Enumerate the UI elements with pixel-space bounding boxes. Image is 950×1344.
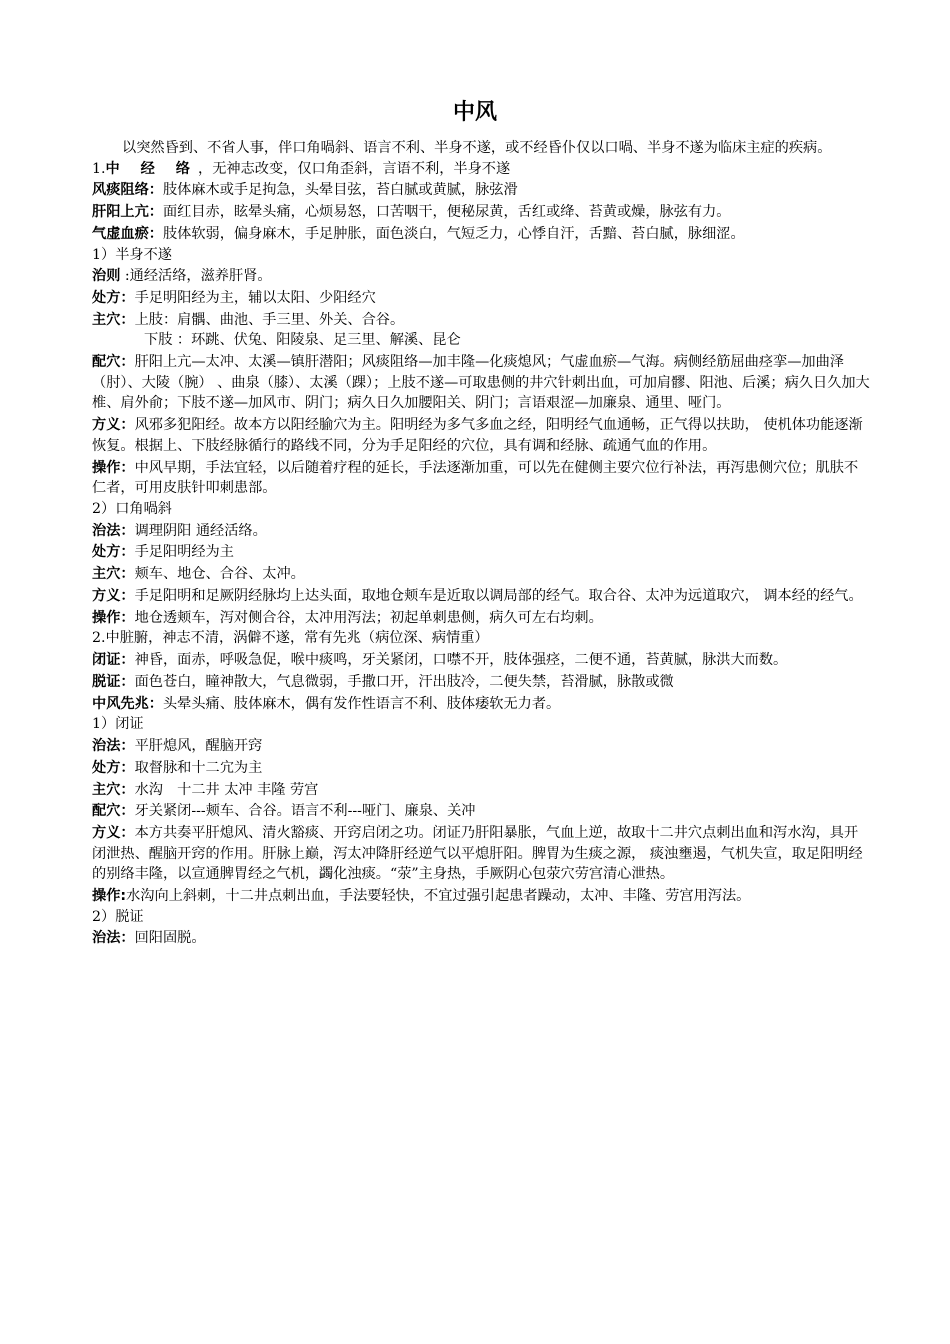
aux-text: 牙关紧闭---颊车、合谷。语言不利---哑门、廉泉、关冲 [134,803,476,820]
type-liver-yang [92,202,872,223]
prescription-text: 手足明阳经为主，辅以太阳、少阳经穴 [134,290,376,307]
aux-text: 肝阳上亢—太冲、太溪—镇肝潜阳；风痰阻络—加丰隆—化痰熄风；气虚血瘀—气海。病侧经筋屈曲痉挛—加曲泽（肘）、大陵（腕） 、曲泉（膝）、太溪（踝）；上肢不遂—可取患侧的井穴针刺出血，可加肩髎、阳池、后溪；病久日久加大椎、肩外俞；下肢不遂—加风市、阴门；病久日久加腰阳关、阴门；言语艰涩—加廉泉、通里、哑门。 [92,354,870,412]
part1-heading: 1）半身不遂 [92,246,172,263]
section1-heading [92,159,872,180]
part2-heading: 2）口角喎斜 [92,500,172,517]
part1-main-points [92,310,872,331]
main-upper-text: 上肢：肩髃、曲池、手三里、外关、合谷。 [134,311,405,328]
part1-method [92,415,872,456]
type-wind-phlegm [92,180,872,201]
closed-label: 闭证： [92,652,135,669]
principle-text: 平肝熄风，醒脑开窍 [134,738,263,754]
principle-text: :通经活络，滋养肝肾。 [120,268,272,285]
principle-label: 治法： [92,522,135,539]
type-label: 风痰阻络： [92,182,163,199]
part1-principle [92,266,872,287]
main-label: 主穴： [92,781,135,798]
operation-text: 水沟向上斜刺，十二井点刺出血，手法要轻快，不宜过强引起患者躁动，太冲、丰隆、劳宫用泻法。 [126,888,751,905]
section1-number: 1. [92,160,106,177]
type-qi-deficiency [92,224,872,245]
method-text: 风邪多犯阳经。故本方以阳经腧穴为主。阳明经为多气多血之经，阳明经气血通畅，正气得以扶助， 使机体功能逐渐恢复。根据上、下肢经脉循行的路线不同，分为手足阳经的穴位，具有调和经脉、疏通气血的作用。 [92,417,863,454]
prodrome-label: 中风先兆： [92,695,163,712]
prescription-text: 取督脉和十二宂为主 [134,759,263,776]
method-text: 手足阳明和足厥阴经脉均上达头面，取地仓颊车是近取以调局部的经气。取合谷、太冲为远道取穴， 调本经的经气。 [134,587,863,604]
section2-heading: 2.中脏腑，神志不清，涡僻不遂，常有先兆（病位深、病情重） [92,630,489,647]
prodrome [92,694,872,715]
principle-text: 调理阴阳 通经活络。 [134,522,267,539]
part2-operation [92,608,872,629]
part3-main-points [92,780,872,801]
prodrome-text: 头晕头痛、肢体麻木，偶有发作性语言不利、肢体痿软无力者。 [162,695,561,712]
prescription-text: 手足阳明经为主 [134,544,234,561]
aux-label: 配穴： [92,354,135,371]
prescription-label: 处方： [92,290,135,307]
method-text: 本方共奏平肝熄风、清火豁痰、开窍启闭之功。闭证乃肝阳暴胀，气血上逆，故取十二井穴点刺出血和泻水沟，具开闭泄热、醒脑开窍的作用。肝脉上巅，泻太冲降肝经逆气以平熄肝阳。脾胃为生痰之源， 痰浊壅遏，气机失宣，取足阳明经的别络丰隆，以宣通脾胃经之气机，蠲化浊痰。“荥”主身热，手厥阴心包荥穴劳宫清心泄热。 [92,825,863,883]
type-text: 面红目赤，眩晕头痛，心烦易怒，口苦咽干，便秘尿黄，舌红或绛、苔黄或燥，脉弦有力。 [162,204,731,221]
prescription-label: 处方： [92,759,135,776]
operation-label: 操作： [92,609,135,626]
section1-label: 中 经 络 [105,160,198,177]
method-label: 方义： [92,587,135,604]
operation-label: 操作： [92,459,135,476]
part1-prescription [92,288,872,309]
main-label: 主穴： [92,566,135,583]
part2-principle [92,521,872,542]
principle-label: 治法： [92,930,135,947]
aux-label: 配穴： [92,803,135,820]
part1-main-lower: 下肢 ：环跳、伏兔、阳陵泉、足三里、解溪、昆仑 [144,332,461,349]
principle-label: 治则 [92,268,121,285]
operation-text: 地仓透颊车，泻对侧合谷，太冲用泻法；初起单刺患侧，病久可左右均刺。 [134,609,603,626]
part1-aux-points [92,352,872,414]
main-text: 水沟 十二井 太冲 丰隆 劳宫 [134,781,319,798]
part3-prescription [92,758,872,779]
type-text: 肢体软弱，偏身麻木，手足肿胀，面色淡白，气短乏力，心悸自汗，舌黯、苔白腻，脉细涩。 [162,225,745,242]
type-label: 气虚血瘀： [92,225,163,242]
part4-principle [92,928,872,949]
closed-syndrome [92,650,872,671]
method-label: 方义： [92,417,135,434]
principle-text: 回阳固脱。 [134,930,206,947]
closed-text: 神昏，面赤，呼吸急促，喉中痰鸣，牙关紧闭，口噤不开，肢体强痉，二便不通，苔黄腻，脉洪大而数。 [134,652,788,669]
part3-method [92,823,872,885]
principle-label: 治法： [92,738,135,754]
part3-heading: 1）闭证 [92,716,144,733]
collapse-label: 脱证： [92,673,135,690]
prescription-label: 处方： [92,544,135,561]
part3-principle [92,736,872,757]
part3-operation [92,886,872,907]
collapse-syndrome [92,672,872,693]
part1-operation [92,458,872,499]
main-label: 主穴： [92,311,135,328]
main-text: 颊车、地仓、合谷、太冲。 [134,566,305,583]
intro-paragraph: 以突然昏到、不省人事，伴口角喎斜、语言不利、半身不遂，或不经昏仆仅以口喎、半身不遂为临床主症的疾病。 [122,140,832,156]
method-label: 方义： [92,825,135,842]
part3-aux-points [92,801,872,822]
part2-main-points [92,564,872,585]
type-label: 肝阳上亢： [92,204,163,221]
operation-label: 操作: [92,888,127,905]
part4-heading: 2）脱证 [92,908,144,925]
collapse-text: 面色苍白，瞳神散大，气息微弱，手撒口开，汗出肢冷，二便失禁，苔滑腻，脉散或微 [134,673,674,690]
part2-prescription [92,542,872,563]
document-body [92,138,872,949]
section1-text: ，无神志改变，仅口角歪斜，言语不利，半身不遂 [198,160,511,177]
page-title: 中风 [452,100,497,125]
type-text: 肢体麻木或手足拘急，头晕目弦，苔白腻或黄腻，脉弦滑 [162,182,518,199]
operation-text: 中风早期，手法宜轻，以后随着疗程的延长，手法逐渐加重，可以先在健侧主要穴位行补法，再泻患侧穴位；肌肤不仁者，可用皮肤针叩刺患部。 [92,459,859,497]
part2-method [92,586,872,607]
